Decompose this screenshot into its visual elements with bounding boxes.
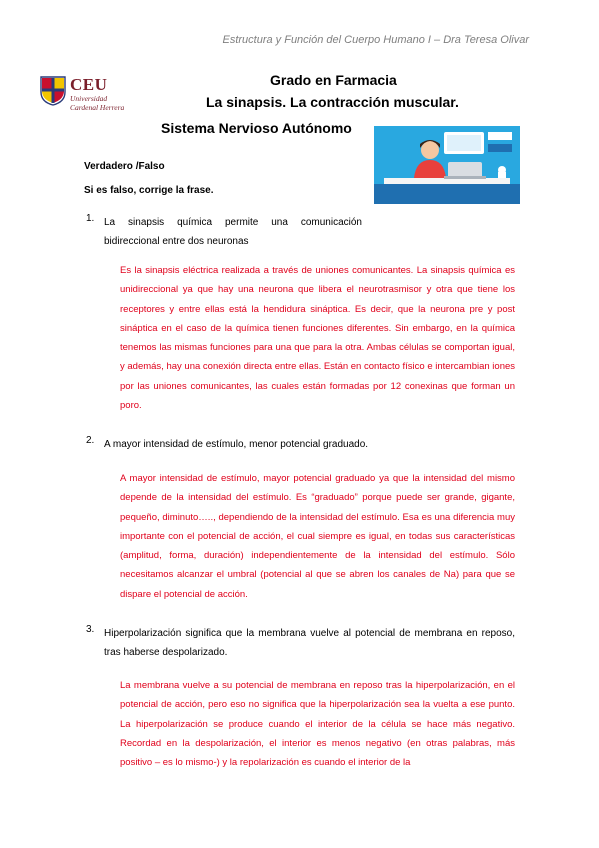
question-3-statement: Hiperpolarización significa que la membrana vuelve al potencial de membrana en reposo, tras haberse despolarizado. [104, 628, 515, 658]
ceu-crest-icon [40, 76, 66, 106]
question-1-statement-line2: bidireccional entre dos neuronas [104, 236, 249, 247]
degree-title: Grado en Farmacia [270, 72, 397, 88]
logo-subtitle-2: Cardenal Herrera [70, 103, 125, 112]
logo-subtitle-1: Universidad [70, 94, 108, 103]
question-1-statement-line1: La sinapsis química permite una comunicación [104, 217, 362, 228]
topic-subtitle: Sistema Nervioso Autónomo [161, 120, 352, 136]
instructions-subtitle: Si es falso, corrige la frase. [84, 185, 214, 196]
university-logo [40, 74, 130, 120]
question-1-answer: Es la sinapsis eléctrica realizada a través de uniones comunicantes. La sinapsis química es unidireccional ya que hay una neurona que libera el neurotrasmisor y otra que tiene los receptores y entre ellas está la hendidura sináptica. Es decir, que la neurona pre y post sináptica en el caso de la química tienen funciones diferentes. Sin embargo, en la química tenemos las mismas funciones para una que para la otra. Ambas células se comportan igual, y además, hay una conexión directa entre ellas. Están en contacto físico e intercambian iones por las uniones comunicantes, las cuales están formadas por 12 conexinas que forman un poro. [120, 265, 516, 412]
student-laptop-illustration [374, 126, 520, 204]
logo-name: CEU [70, 75, 108, 94]
question-3 [86, 624, 515, 662]
question-2-number: 2. [86, 435, 95, 446]
question-2 [86, 435, 515, 454]
question-2-answer: A mayor intensidad de estímulo, mayor potencial graduado ya que la intensidad del mismo depende de la intensidad del estímulo. Es “graduado” porque puede ser grande, gigante, pequeño, diminuto….., dependiendo de la intensidad del estímulo. Esa es una diferencia muy importante con el potencial de acción, el cual siempre es igual, en todas sus características (amplitud, forma, duración) independientemente de la intensidad del estímulo. Sólo necesitamos alcanzar el umbral (potencial al que se abren los canales de Na) para que se dispare el potencial de acción. [120, 473, 515, 600]
question-1 [86, 213, 362, 251]
instructions-title: Verdadero /Falso [84, 161, 165, 172]
question-3-number: 3. [86, 624, 95, 635]
question-3-answer: La membrana vuelve a su potencial de membrana en reposo tras la hiperpolarización, en el potencial de acción, pero eso no significa que la hiperpolarización sea la vuelta a ese punto. La hiperpolarización se produce cuando el interior de la célula se hace más negativo. Recordad en la despolarización, el interior es menos negativo (en otras palabras, más positivo – es lo mismo-) y la repolarización es cuando el interior de la [120, 680, 515, 769]
course-header-note: Estructura y Función del Cuerpo Humano I – Dra Teresa Olivar [222, 34, 529, 46]
question-1-number: 1. [86, 213, 95, 224]
topic-title: La sinapsis. La contracción muscular. [206, 94, 459, 110]
question-2-statement: A mayor intensidad de estímulo, menor potencial graduado. [104, 439, 369, 450]
